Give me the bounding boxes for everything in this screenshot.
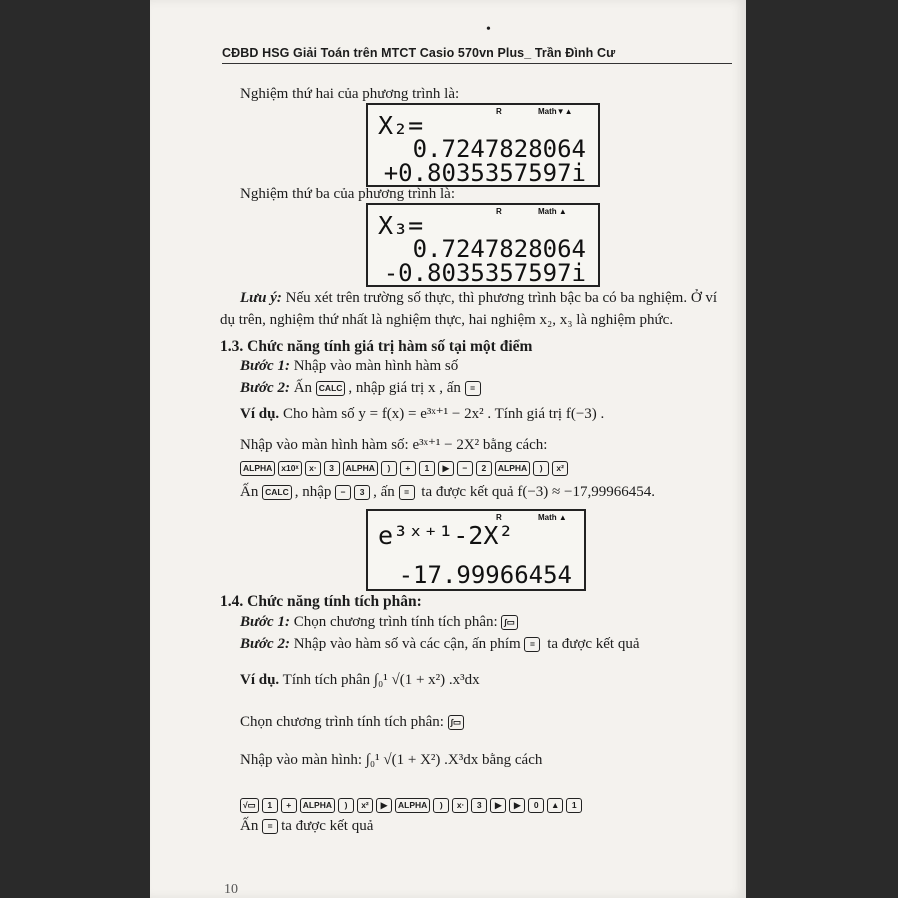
calculator-key: ) — [433, 798, 449, 813]
root3-label: Nghiệm thứ ba của phương trình là: — [240, 186, 455, 202]
screen-expression: e³ˣ⁺¹-2X² — [378, 521, 514, 550]
screen-result: -17.99966454 — [398, 561, 572, 589]
calculator-key: ▶ — [376, 798, 392, 813]
calculator-key: ) — [533, 461, 549, 476]
final-result-line — [240, 818, 373, 835]
step2-text-a: Nhập vào hàm số và các cận, ấn phím — [289, 636, 525, 652]
press-text-d: ta được kết quả f(−3) ≈ −17,99966454. — [417, 484, 655, 500]
calculator-key: 1 — [566, 798, 582, 813]
choose-program-line — [240, 714, 467, 731]
three-key: 3 — [354, 485, 370, 500]
calculator-key: 1 — [262, 798, 278, 813]
example-label: Ví dụ. — [240, 672, 280, 688]
example-label: Ví dụ. — [240, 406, 280, 422]
screen-imag-part: +0.8035357597i — [383, 159, 586, 187]
radian-indicator: R — [496, 513, 502, 522]
step1-label: Bước 1: — [240, 614, 290, 630]
calculator-key: ALPHA — [240, 461, 275, 476]
calculator-key: ▶ — [438, 461, 454, 476]
section-1-3-title: 1.3. Chức năng tính giá trị hàm số tại một điểm — [220, 338, 533, 355]
press-text-c: , ấn — [373, 484, 399, 500]
step1-label: Bước 1: — [240, 358, 290, 374]
calculator-key: ) — [338, 798, 354, 813]
press-result-line — [240, 484, 655, 501]
press-text-b: , nhập — [294, 484, 336, 500]
calculator-key: ALPHA — [395, 798, 430, 813]
s13-step2 — [240, 380, 484, 397]
step2-text-b: ta được kết quả — [543, 636, 640, 652]
step2-text-a: Ấn — [289, 380, 316, 396]
s14-step2 — [240, 636, 639, 653]
screen-imag-part: -0.8035357597i — [383, 259, 586, 287]
example-text: Cho hàm số y = f(x) = e³ˣ⁺¹ − 2x² . Tính giá trị f(−3) . — [279, 406, 605, 422]
calculator-key: ▶ — [490, 798, 506, 813]
calculator-screen-x3 — [366, 203, 600, 287]
note-line-1 — [240, 290, 717, 307]
equals-key: = — [262, 819, 278, 834]
math-mode-indicator: Math ▲ — [538, 513, 567, 522]
calculator-screen-x2 — [366, 103, 600, 187]
calculator-key: x² — [357, 798, 373, 813]
calculator-key: 0 — [528, 798, 544, 813]
integral-key: ∫▭ — [448, 715, 464, 730]
book-page — [150, 0, 746, 898]
note-line-2: dụ trên, nghiệm thứ nhất là nghiệm thực, hai nghiệm x₂, x₃ là nghiệm phức. — [220, 312, 674, 328]
input-function-line: Nhập vào màn hình hàm số: e³ˣ⁺¹ − 2X² bằng cách: — [240, 437, 548, 453]
screen-real-part: 0.7247828064 — [412, 235, 586, 263]
radian-indicator: R — [496, 107, 502, 116]
screen-real-part: 0.7247828064 — [412, 135, 586, 163]
calculator-key: xᐧ — [305, 461, 321, 476]
integral-key: ∫▭ — [501, 615, 517, 630]
radian-indicator: R — [496, 207, 502, 216]
calculator-screen-result — [366, 509, 586, 591]
final-text-b: ta được kết quả — [281, 818, 374, 834]
note-text-1: Nếu xét trên trường số thực, thì phương trình bậc ba có ba nghiệm. Ở ví — [281, 290, 718, 306]
final-text-a: Ấn — [240, 818, 263, 834]
page-top-mark: • — [486, 22, 491, 37]
math-mode-indicator: Math ▲ — [538, 207, 567, 216]
screen-variable: X₃= — [378, 211, 424, 240]
calculator-key: 2 — [476, 461, 492, 476]
equals-key: = — [399, 485, 415, 500]
calculator-key: ALPHA — [300, 798, 335, 813]
s14-step1 — [240, 614, 521, 631]
calculator-key: + — [281, 798, 297, 813]
example-1 — [240, 404, 604, 423]
example-text: Tính tích phân ∫₀¹ √(1 + x²) .x³dx — [279, 672, 480, 688]
s13-step1 — [240, 358, 458, 375]
step1-text: Chọn chương trình tính tích phân: — [289, 614, 502, 630]
key-sequence-2 — [240, 797, 585, 814]
step1-text: Nhập vào màn hình hàm số — [289, 358, 459, 374]
example-2 — [240, 672, 480, 689]
calculator-key: 3 — [471, 798, 487, 813]
calc-key: CALC — [316, 381, 346, 396]
calculator-key: ) — [381, 461, 397, 476]
calc-key: CALC — [262, 485, 292, 500]
math-mode-indicator: Math▼▲ — [538, 107, 573, 116]
equals-key: = — [465, 381, 481, 396]
calculator-key: ALPHA — [343, 461, 378, 476]
screen-variable: X₂= — [378, 111, 424, 140]
running-header: CĐBD HSG Giải Toán trên MTCT Casio 570vn Plus_ Trần Đình Cư — [222, 46, 732, 64]
root2-label: Nghiệm thứ hai của phương trình là: — [240, 86, 460, 102]
note-label: Lưu ý: — [240, 290, 282, 306]
calculator-key: xᐧ — [452, 798, 468, 813]
section-1-4-title: 1.4. Chức năng tính tích phân: — [220, 593, 422, 610]
calculator-key: ▶ — [509, 798, 525, 813]
minus-key: − — [335, 485, 351, 500]
input-integral-line: Nhập vào màn hình: ∫₀¹ √(1 + X²) .X³dx bằng cách — [240, 752, 543, 768]
equals-key: = — [524, 637, 540, 652]
calculator-key: 3 — [324, 461, 340, 476]
press-text-a: Ấn — [240, 484, 263, 500]
key-sequence-1 — [240, 460, 571, 477]
calculator-key: ALPHA — [495, 461, 530, 476]
calculator-key: ▲ — [547, 798, 563, 813]
page-number: 10 — [224, 882, 238, 897]
choose-text: Chọn chương trình tính tích phân: — [240, 714, 448, 730]
step2-text-b: , nhập giá trị x , ấn — [348, 380, 465, 396]
calculator-key: + — [400, 461, 416, 476]
calculator-key: x² — [552, 461, 568, 476]
calculator-key: x10ˣ — [278, 461, 301, 476]
step2-label: Bước 2: — [240, 380, 290, 396]
calculator-key: 1 — [419, 461, 435, 476]
calculator-key: − — [457, 461, 473, 476]
calculator-key: √▭ — [240, 798, 259, 813]
step2-label: Bước 2: — [240, 636, 290, 652]
